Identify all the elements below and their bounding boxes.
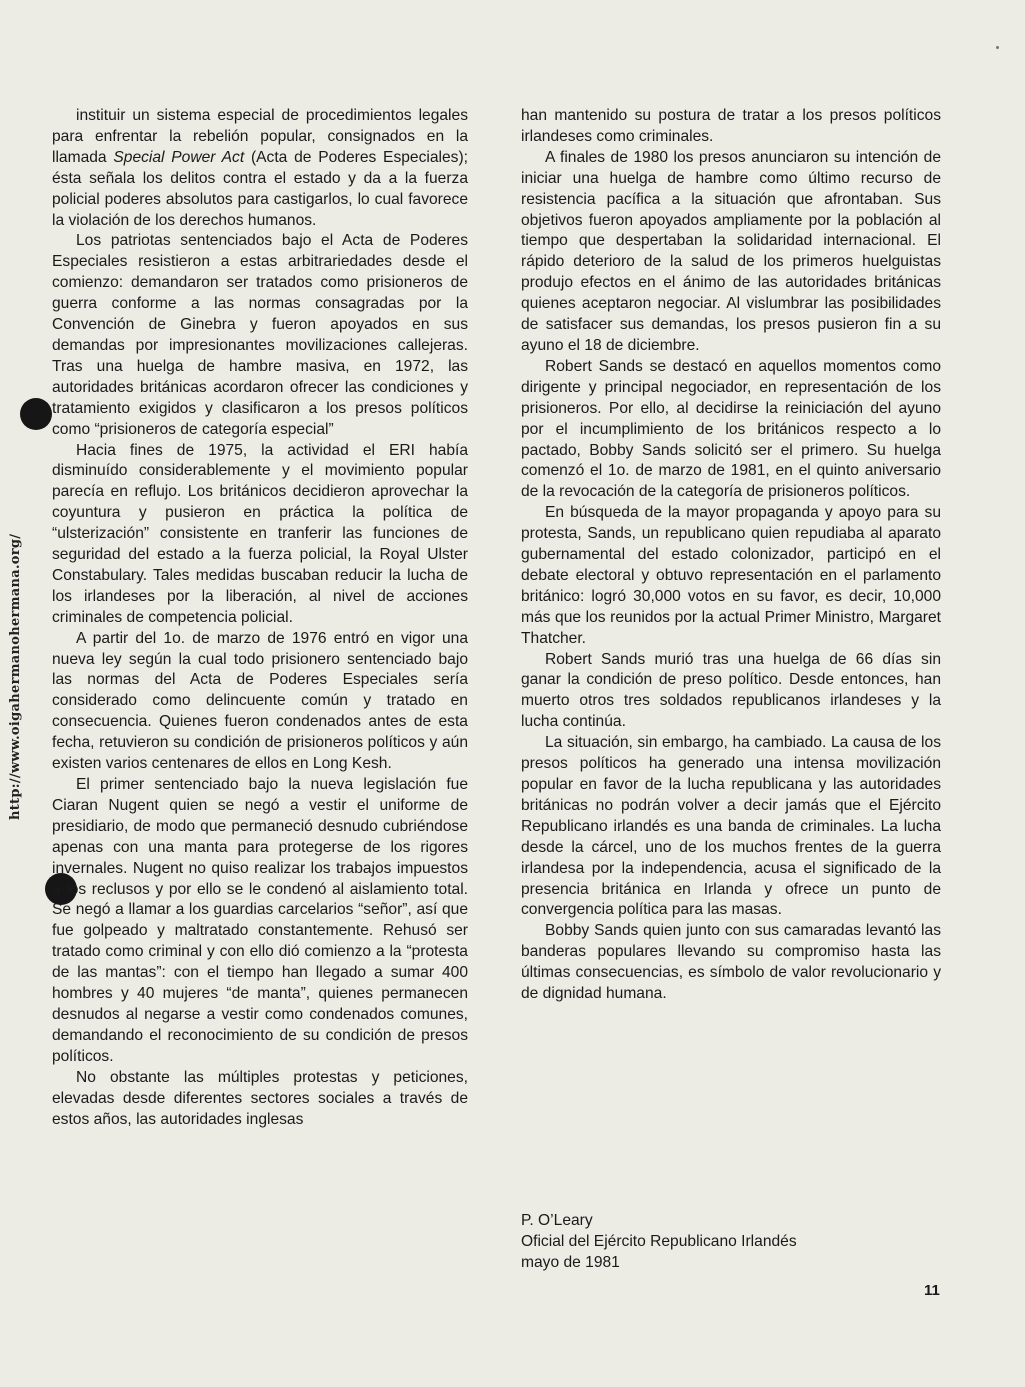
paragraph: La situación, sin embargo, ha cambiado. La causa de los presos políticos ha generado una intensa movilización popular en favor de la lucha republicana y las autoridades británicas no podrán volver a decir jamás que el Ejército Republicano irlandés es una banda de criminales. La lucha desde la cárcel, uno de los muchos frentes de la guerra irlandesa por la independencia, acusa el significado de la presencia británica en Irlanda y ofrece un punto de convergencia política para las masas. — [521, 734, 941, 919]
paper-speck — [996, 46, 999, 49]
signature-block — [521, 1210, 797, 1273]
signature-name: P. O’Leary — [521, 1212, 593, 1229]
paragraph: Robert Sands se destacó en aquellos momentos como dirigente y principal negociador, en representación de los prisioneros. Por ello, al decidirse la reiniciación del ayuno por el incumplimiento de los británicos respecto a lo pactado, Bobby Sands solicitó ser el primero. Su huelga comenzó el 1o. de marzo de 1981, en el quinto aniversario de la revocación de la categoría de prisioneros políticos. — [521, 357, 941, 501]
signature-date: mayo de 1981 — [521, 1254, 620, 1271]
paragraph: Hacia fines de 1975, la actividad el ERI había disminuído considerablemente y el movimiento popular parecía en reflujo. Los británicos decidieron aprovechar la coyuntura y pusieron en práctica la política de “ulsterización” consistente en tranferir las funciones de seguridad del estado a la fuerza policial, la Royal Ulster Constabulary. Tales medidas buscaban reducir la lucha de los irlandeses por la liberación, al nivel de acciones criminales de competencia policial. — [52, 441, 468, 626]
punch-hole — [20, 398, 52, 430]
paragraph: A partir del 1o. de marzo de 1976 entró en vigor una nueva ley según la cual todo prisionero sentenciado bajo las normas del Acta de Poderes Especiales sería considerado como delincuente común y tratado en consecuencia. Quienes fueron condenados antes de esta fecha, retuvieron su condición de prisioneros políticos y aún existen varios centenares de ellos en Long Kesh. — [52, 629, 468, 773]
paragraph: han mantenido su postura de tratar a los presos políticos irlandeses como criminales. — [521, 107, 941, 145]
paragraph: A finales de 1980 los presos anunciaron su intención de iniciar una huelga de hambre como último recurso de resistencia pacífica a la situación que afrontaban. Sus objetivos fueron apoyados ampliamente por la población al tiempo que despertaban la solidaridad internacional. El rápido deterioro de la salud de los primeros huelguistas produjo efectos en el ánimo de las autoridades británicas quienes aceptaron negociar. Al vislumbrar las posibilidades de satisfacer sus demandas, los presos pusieron fin a su ayuno el 18 de diciembre. — [521, 148, 941, 354]
page-number: 11 — [924, 1282, 940, 1299]
paragraph: El primer sentenciado bajo la nueva legislación fue Ciaran Nugent quien se negó a vestir el uniforme de presidiario, de modo que permaneció desnudo cubriéndose apenas con una manta para protegerse de los rigores invernales. Nugent no quiso realizar los trabajos impuestos a los reclusos y por ello se le condenó al aislamiento total. Se negó a llamar a los guardias carcelarios “señor”, así que fue golpeado y maltratado constantemente. Rehusó ser tratado como criminal y con ello dió comienzo a la “protesta de las mantas”: con el tiempo han llegado a sumar 400 hombres y 40 mujeres “de manta”, quienes permanecen desnudos al negarse a vestir como condenados comunes, demandando el reconocimiento de su condición de presos políticos. — [52, 776, 468, 1065]
paragraph: En búsqueda de la mayor propaganda y apoyo para su protesta, Sands, un republicano quien repudiaba al aparato gubernamental del estado colonizador, participó en el debate electoral y obtuvo representación en el parlamento británico: logró 30,000 votos en su favor, es decir, 10,000 más que los reunidos por la actual Primer Ministro, Margaret Thatcher. — [521, 504, 941, 647]
italic-text: Special Power Act — [113, 148, 245, 166]
signature-role: Oficial del Ejército Republicano Irlandés — [521, 1233, 797, 1250]
paragraph: No obstante las múltiples protestas y peticiones, elevadas desde diferentes sectores sociales a través de estos años, las autoridades inglesas — [52, 1068, 468, 1128]
paragraph: Los patriotas sentenciados bajo el Acta de Poderes Especiales resistieron a estas arbitrariedades desde el comienzo: demandaron ser tratados como prisioneros de guerra conforme a las normas consagradas por la Convención de Ginebra y fueron apoyados en sus demandas por impresionantes movilizaciones callejeras. Tras una huelga de hambre masiva, en 1972, las autoridades británicas acordaron ofrecer las condiciones y tratamiento exigidos y clasificaron a los presos políticos como “prisioneros de categoría especial” — [52, 232, 468, 438]
side-url-watermark: http://www.oigahermanohermana.org/ — [8, 533, 23, 820]
paragraph — [52, 106, 468, 231]
paragraph: Bobby Sands quien junto con sus camaradas levantó las banderas populares llevando su compromiso hasta las últimas consecuencias, es símbolo de valor revolucionario y de dignidad humana. — [521, 922, 941, 1003]
left-text-column — [52, 106, 468, 1130]
paragraph: Robert Sands murió tras una huelga de 66 días sin ganar la condición de preso político. Desde entonces, han muerto otros tres soldados republicanos irlandeses y la lucha continúa. — [521, 650, 941, 731]
right-text-column — [521, 106, 941, 1005]
text-segment: instituir un sistema especial de procedimientos legales para enfrentar la rebelión popular, consignados en la llamada — [52, 107, 468, 166]
text-segment: (Acta de Poderes Especiales); ésta señala los delitos contra el estado y da a la fuerza policial poderes absolutos para castigarlos, lo cual favorece la violación de los derechos humanos. — [52, 148, 468, 229]
